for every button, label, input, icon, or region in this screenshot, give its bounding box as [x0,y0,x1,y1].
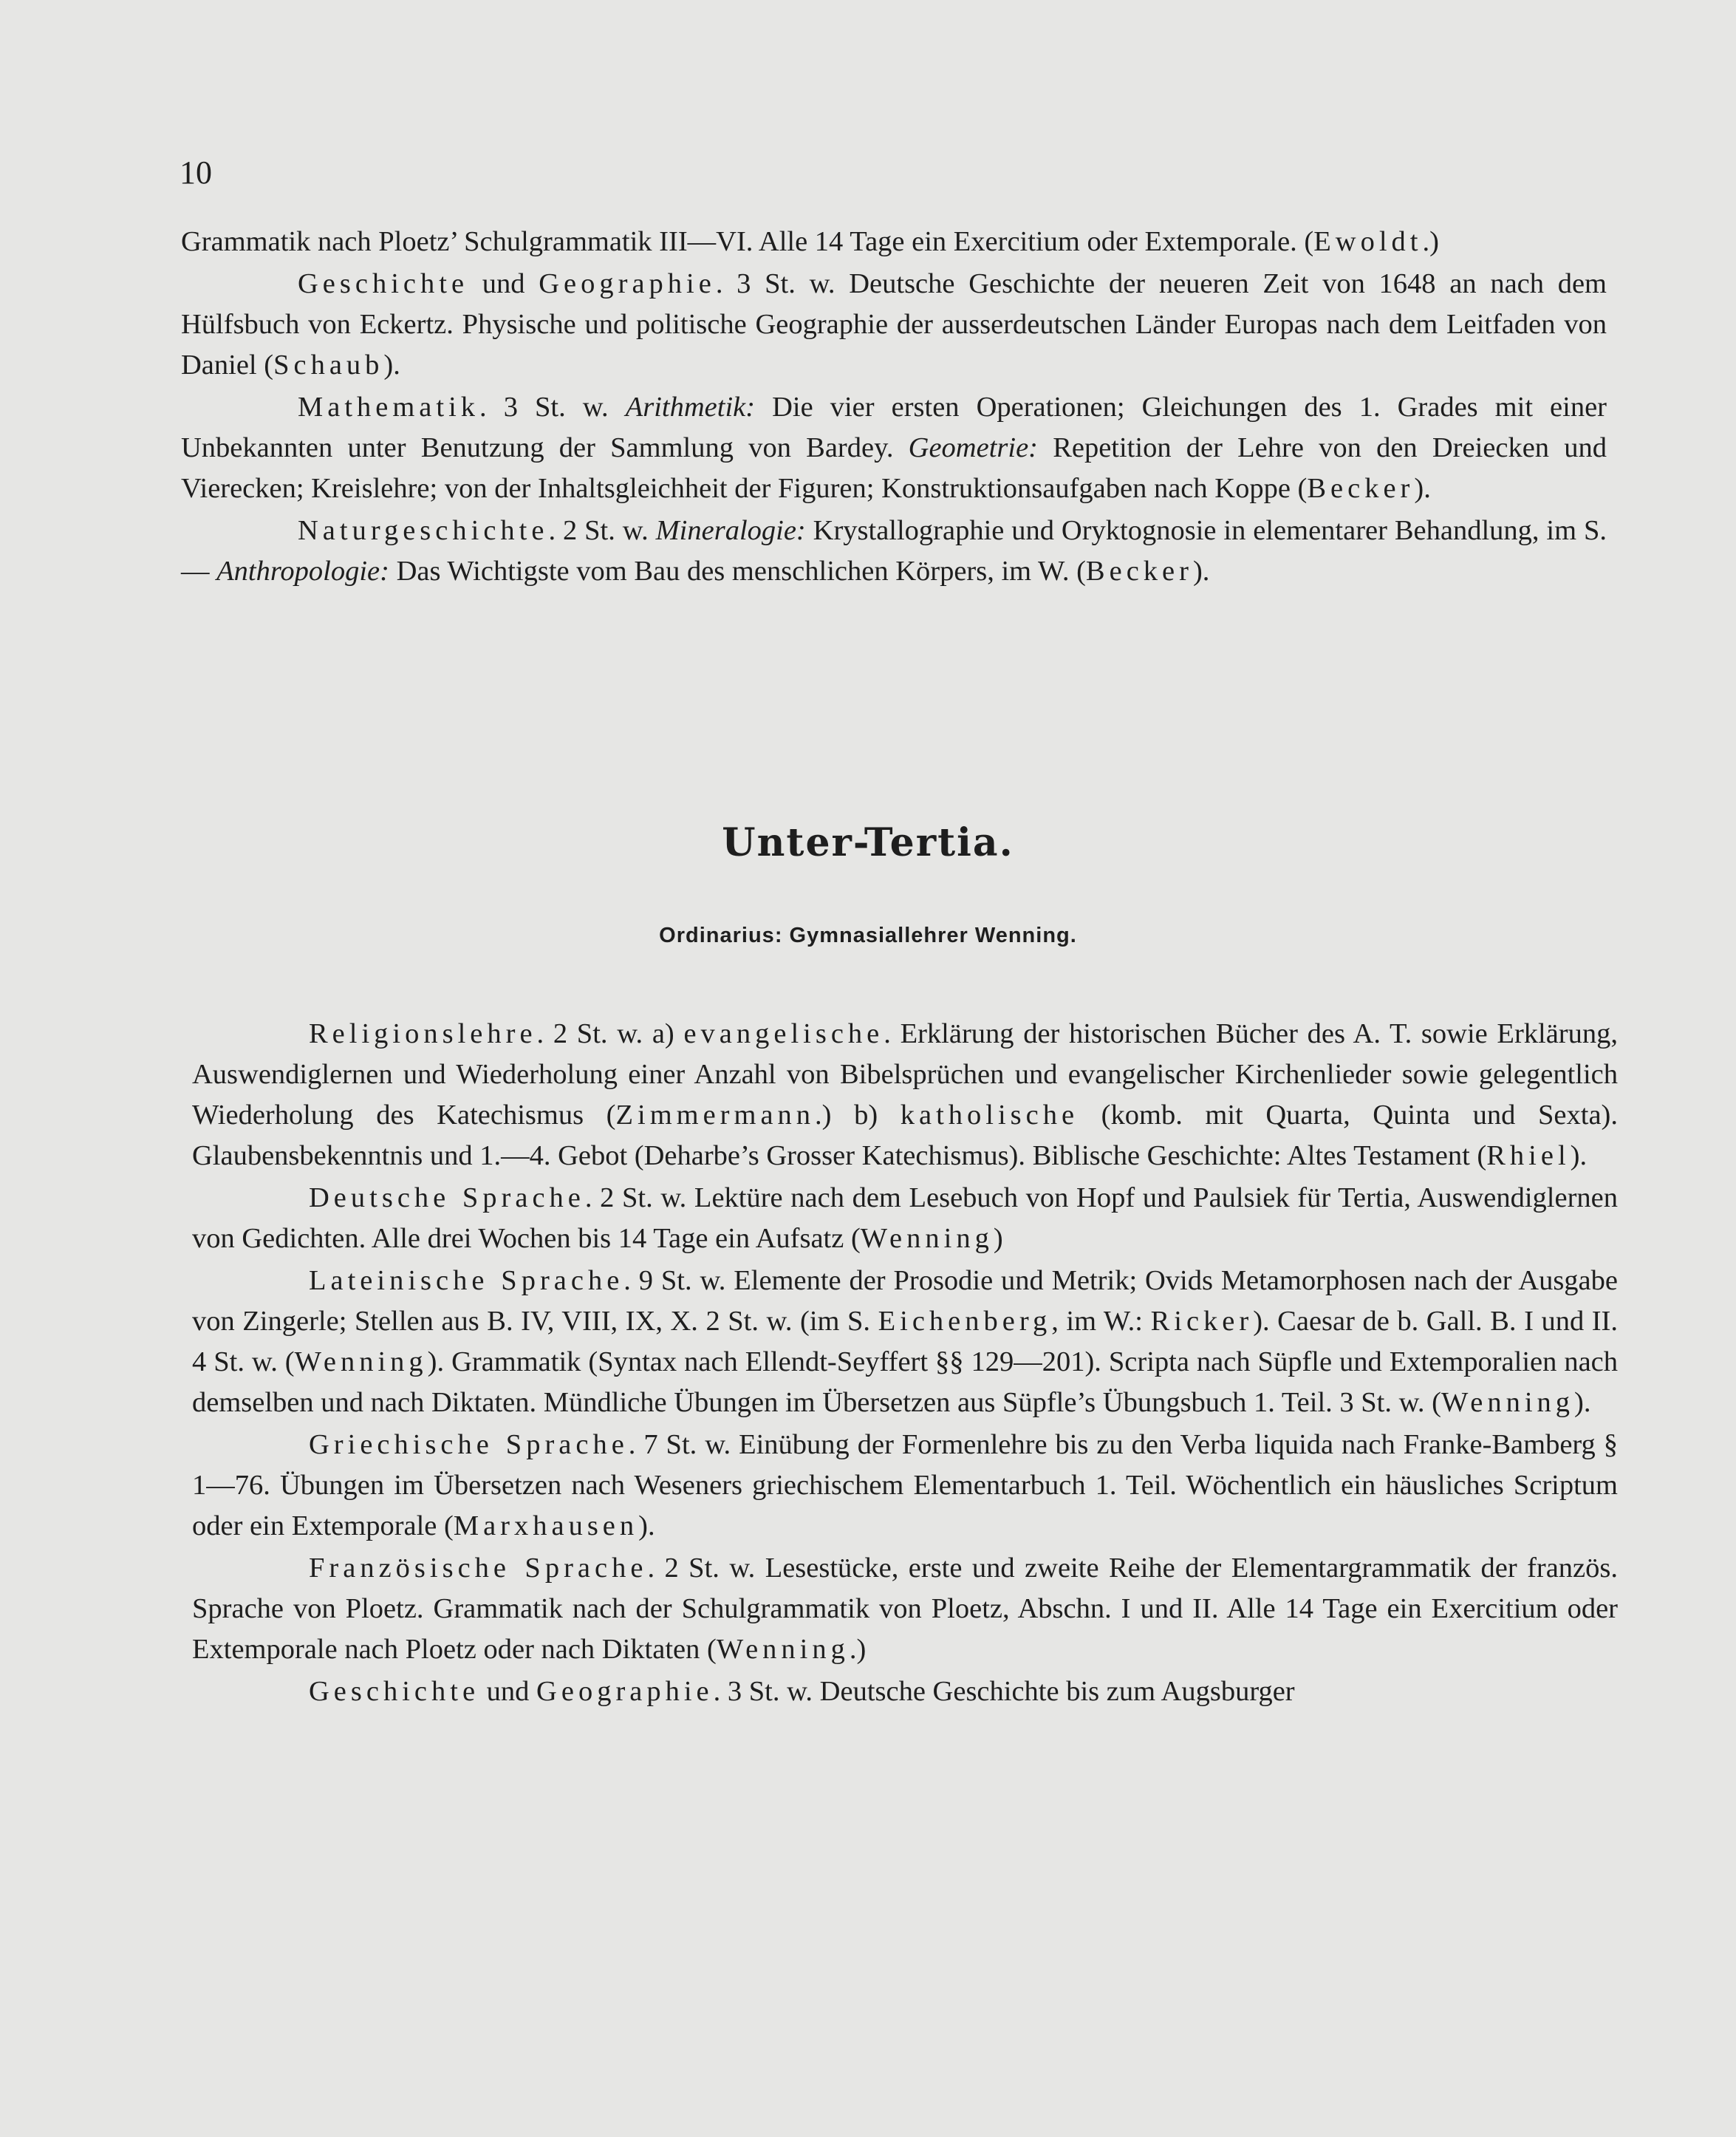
spaced-term: Rhiel [1486,1140,1571,1171]
spaced-term: Eichenberg [878,1306,1052,1337]
paragraph [192,1261,1618,1423]
text-run: . 2 St. w. a) [536,1018,684,1049]
paragraph [181,264,1607,386]
spaced-term: Wenning [1441,1387,1575,1418]
spaced-term: Französische Sprache [309,1553,648,1584]
text-run: . 2 St. w. Lektüre nach dem Lesebuch von Hopf und Paulsiek für Tertia, Auswendiglernen von Gedichten. Alle drei Wochen bis 14 Tage ein Aufsatz ( [192,1182,1618,1254]
text-run: ). [383,350,400,381]
spaced-term: katholische [900,1100,1079,1131]
text-run: . 2 St. w. Lesestücke, erste und zweite Reihe der Elementargrammatik der französ. Sprache von Ploetz. Grammatik nach der Schulgrammatik von Ploetz, Abschn. I und II. Alle 14 Tage ein Exercitium oder Extemporale nach Ploetz oder nach Diktaten ( [192,1553,1619,1665]
text-run: ). [1192,556,1210,587]
text-run: ). [638,1510,655,1541]
spaced-term: Religionslehre [309,1018,537,1049]
page-number: 10 [180,154,212,191]
text-run: . Erklärung der historischen Bücher des A. T. sowie Erklärung, Auswendiglernen und Wiederholung einer Anzahl von Bibelsprüchen und evangelischer Kirchenlieder sowie gelegentlich Wiederholung des Katechismus ( [192,1018,1619,1131]
italic-term: Mineralogie: [655,515,806,546]
upper-text-block [181,222,1607,593]
text-run: .) [849,1634,867,1665]
spaced-term: Lateinische Sprache [309,1265,624,1296]
section-heading: Unter-Tertia. [722,820,1014,865]
text-run: und [468,268,539,299]
spaced-term: Wenning [716,1634,850,1665]
text-run: . 2 St. w. [548,515,656,546]
italic-term: Arithmetik: [625,392,756,423]
paragraph [181,222,1607,262]
paragraph [192,1014,1618,1176]
spaced-term: Mathematik [298,392,480,423]
text-run: . 3 St. w. Deutsche Geschichte der neueren Zeit von 1648 an nach dem Hülfsbuch von Eckertz. Physische und politische Geographie der ausserdeutschen Länder Europas nach dem Leitfaden von Daniel ( [181,268,1607,381]
paragraph [192,1425,1618,1547]
paragraph [181,387,1607,509]
spaced-term: Deutsche Sprache [309,1182,585,1213]
lower-text-block [192,1014,1618,1714]
spaced-term: Ricker [1150,1306,1254,1337]
text-run: ). Caesar de b. Gall. B. I und II. 4 St. w. ( [192,1306,1618,1377]
spaced-term: Ewoldt [1313,226,1423,257]
spaced-term: Naturgeschichte [298,515,549,546]
spaced-term: Geographie [536,1676,714,1707]
spaced-term: Geographie [539,268,716,299]
text-run: . 3 St. w. Deutsche Geschichte bis zum Augsburger [713,1676,1295,1707]
spaced-term: Geschichte [298,268,469,299]
spaced-term: Griechische Sprache [309,1429,629,1460]
paragraph [181,511,1607,592]
text-run: ). [1570,1140,1588,1171]
spaced-term: Geschichte [309,1676,480,1707]
text-run: und [479,1676,537,1707]
spaced-term: Becker [1085,556,1193,587]
text-run: Das Wichtigste vom Bau des menschlichen Körpers, im W. ( [389,556,1086,587]
spaced-term: Wenning [860,1223,994,1254]
text-run: (komb. mit Quarta, Quinta und Sexta). Glaubensbekenntnis und 1.—4. Gebot (Deharbe’s Grosser Katechismus). Biblische Geschichte: Altes Testament ( [192,1100,1618,1171]
text-run: .) [1422,226,1439,257]
spaced-term: Wenning [294,1346,428,1377]
text-run: , im W.: [1051,1306,1151,1337]
section-subheading: Ordinarius: Gymnasiallehrer Wenning. [659,924,1077,947]
text-run: ). Grammatik (Syntax nach Ellendt-Seyffert §§ 129—201). Scripta nach Süpfle und Extemporalien nach demselben und nach Diktaten. Mündliche Übungen im Übersetzen aus Süpfle’s Übungsbuch 1. Teil. 3 St. w. ( [192,1346,1618,1418]
paragraph [192,1178,1618,1259]
text-run: ). [1574,1387,1591,1418]
text-run: . 9 St. w. Elemente der Prosodie und Metrik; Ovids Metamorphosen nach der Ausgabe von Zingerle; Stellen aus B. IV, VIII, IX, X. 2 St. w. (im S. [192,1265,1618,1337]
spaced-term: Marxhausen [453,1510,639,1541]
text-run: Repetition der Lehre von den Dreiecken und Vierecken; Kreislehre; von der Inhaltsgleichheit der Figuren; Konstruktionsaufgaben nach Koppe ( [181,432,1607,504]
text-run: . 7 St. w. Einübung der Formenlehre bis zu den Verba liquida nach Franke-Bamberg § 1—76. Übungen im Übersetzen nach Weseners griechischem Elementarbuch 1. Teil. Wöchentlich ein häusliches Scriptum oder ein Extemporale ( [192,1429,1618,1541]
paragraph [192,1548,1618,1670]
spaced-term: Schaub [273,350,384,381]
text-run: ). [1414,473,1431,504]
text-run: Die vier ersten Operationen; Gleichungen des 1. Grades mit einer Unbekannten unter Benutzung der Sammlung von Bardey. [181,392,1607,463]
text-run: .) b) [815,1100,901,1131]
paragraph [192,1671,1618,1712]
spaced-term: Zimmermann [615,1100,816,1131]
spaced-term: evangelische [683,1018,884,1049]
text-run: Grammatik nach Ploetz’ Schulgrammatik III—VI. Alle 14 Tage ein Exercitium oder Extemporale. ( [181,226,1314,257]
text-run: Krystallographie und Oryktognosie in elementarer Behandlung, im S. — [181,515,1607,587]
text-run: . 3 St. w. [479,392,626,423]
italic-term: Geometrie: [908,432,1038,463]
spaced-term: Becker [1307,473,1415,504]
italic-term: Anthropologie: [216,556,389,587]
text-run: ) [993,1223,1003,1254]
